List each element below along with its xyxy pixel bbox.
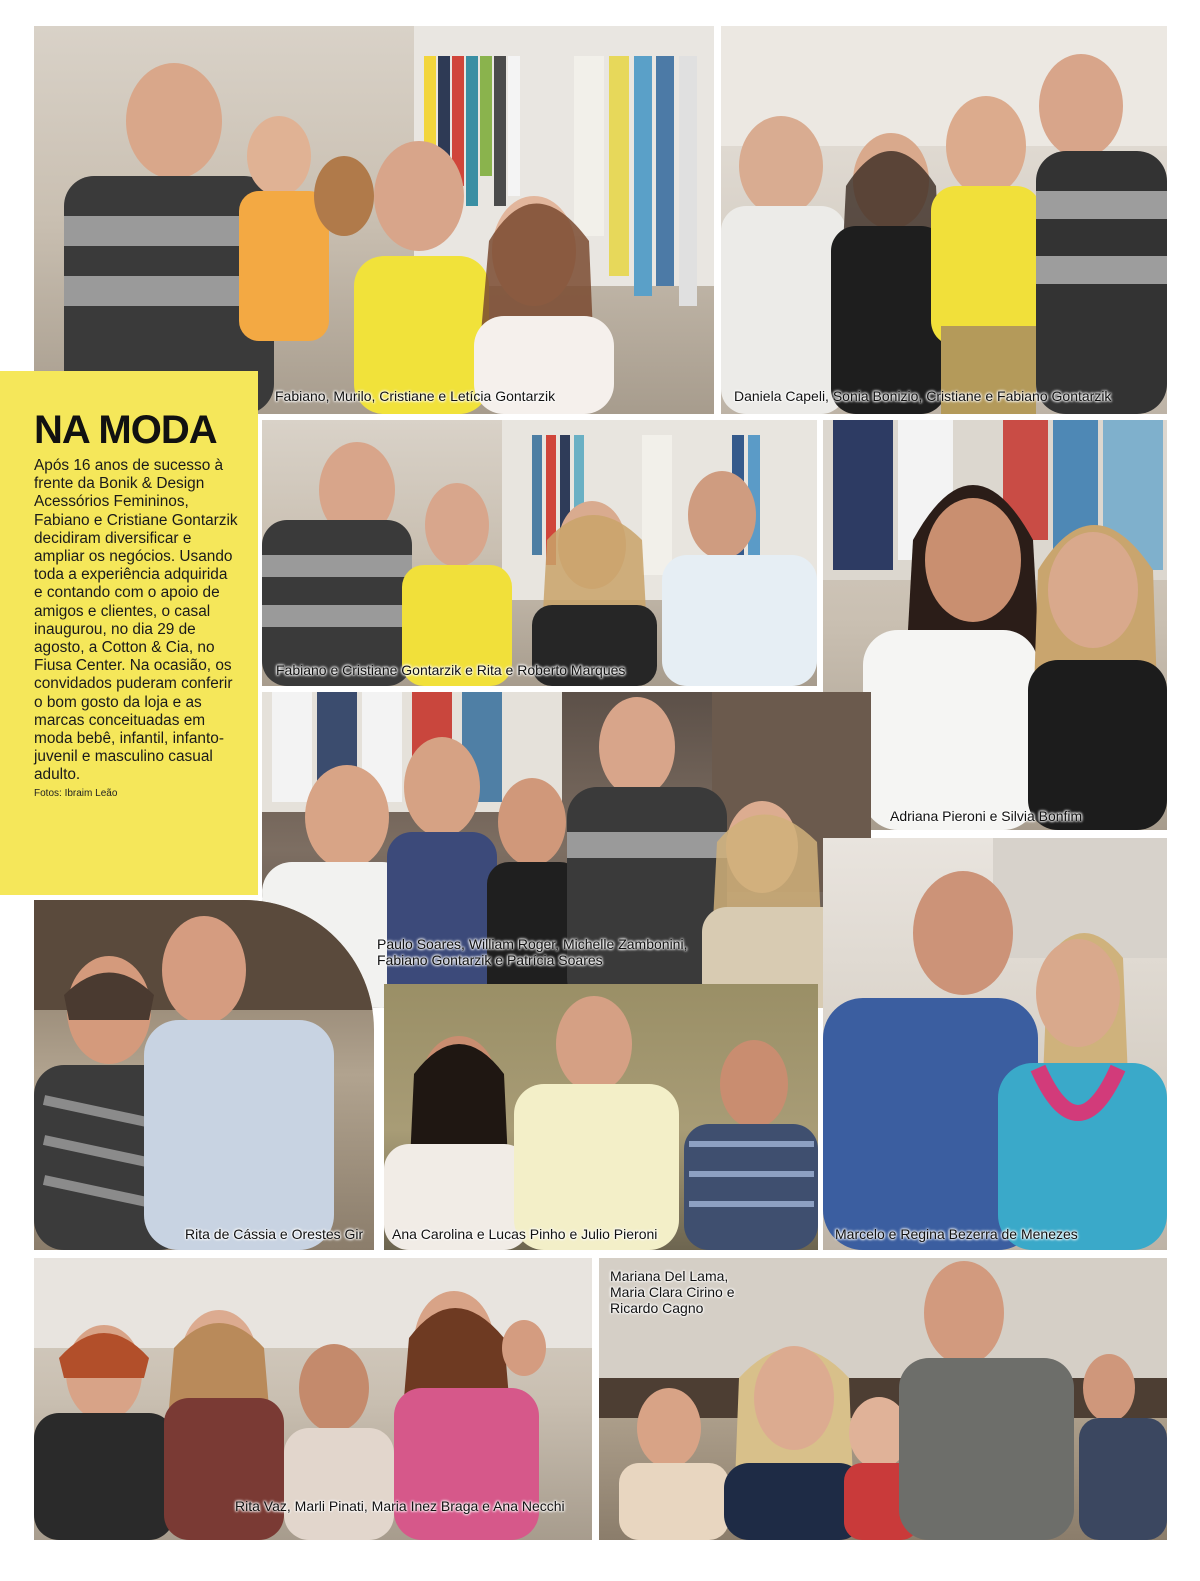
photo-caption-line: Maria Clara Cirino e	[610, 1284, 735, 1300]
photo-caption: Fabiano e Cristiane Gontarzik e Rita e Roberto Marques	[276, 662, 626, 678]
photo-caption-line: Ricardo Cagno	[610, 1300, 704, 1316]
photo-people-illustration	[262, 420, 817, 686]
photo-people-illustration	[34, 26, 714, 414]
photo-people-illustration	[721, 26, 1167, 414]
photo-caption: Marcelo e Regina Bezerra de Menezes	[835, 1226, 1078, 1242]
photo-people-illustration	[823, 838, 1167, 1250]
article-title: NA MODA	[34, 408, 217, 452]
photo-caption	[377, 936, 757, 968]
photo-caption: Adriana Pieroni e Silvia Bonfim	[890, 808, 1083, 824]
photo-caption-line: Mariana Del Lama,	[610, 1268, 729, 1284]
photo-gontarzik-family	[34, 26, 714, 414]
photo-people-illustration	[823, 420, 1167, 830]
photo-pinho-pieroni	[384, 984, 818, 1250]
photo-caption: Daniela Capeli, Sonia Bonizio, Cristiane e Fabiano Gontarzik	[734, 388, 1112, 404]
photo-pieroni-bonfim	[823, 420, 1167, 830]
photo-del-lama-cirino-cagno	[599, 1258, 1167, 1540]
photo-caption: Rita Vaz, Marli Pinati, Maria Inez Braga e Ana Necchi	[235, 1498, 565, 1514]
photo-credit: Fotos: Ibraim Leão	[34, 787, 118, 799]
photo-caption	[610, 1268, 810, 1316]
photo-caption-line: Paulo Soares, William Roger, Michelle Zambonini,	[377, 936, 688, 952]
photo-caption: Rita de Cássia e Orestes Gir	[185, 1226, 364, 1242]
photo-gontarzik-marques	[262, 420, 817, 686]
photo-people-illustration	[384, 984, 818, 1250]
photo-vaz-pinati-braga-necchi	[34, 1258, 592, 1540]
photo-people-illustration	[34, 900, 374, 1250]
photo-caption: Ana Carolina e Lucas Pinho e Julio Pieroni	[392, 1226, 658, 1242]
photo-capeli-bonizio-gontarzik	[721, 26, 1167, 414]
photo-caption: Fabiano, Murilo, Cristiane e Letícia Gontarzik	[275, 388, 556, 404]
article-intro-panel	[0, 371, 258, 895]
photo-bezerra-de-menezes	[823, 838, 1167, 1250]
photo-caption-line: Fabiano Gontarzik e Patrícia Soares	[377, 952, 603, 968]
article-body: Após 16 anos de sucesso à frente da Bonik & Design Acessórios Femininos, Fabiano e Cristiane Gontarzik decidiram diversificar e ampliar os negócios. Usando toda a experiência adquirida e contando com o apoio de amigos e clientes, o casal inaugurou, no dia 29 de agosto, a Cotton & Cia, no Fiusa Center. Na ocasião, os convidados puderam conferir o bom gosto da loja e as marcas conceituadas em moda bebê, infantil, infanto-juvenil e masculino casual adulto.	[34, 457, 238, 784]
photo-rita-orestes	[34, 900, 374, 1250]
